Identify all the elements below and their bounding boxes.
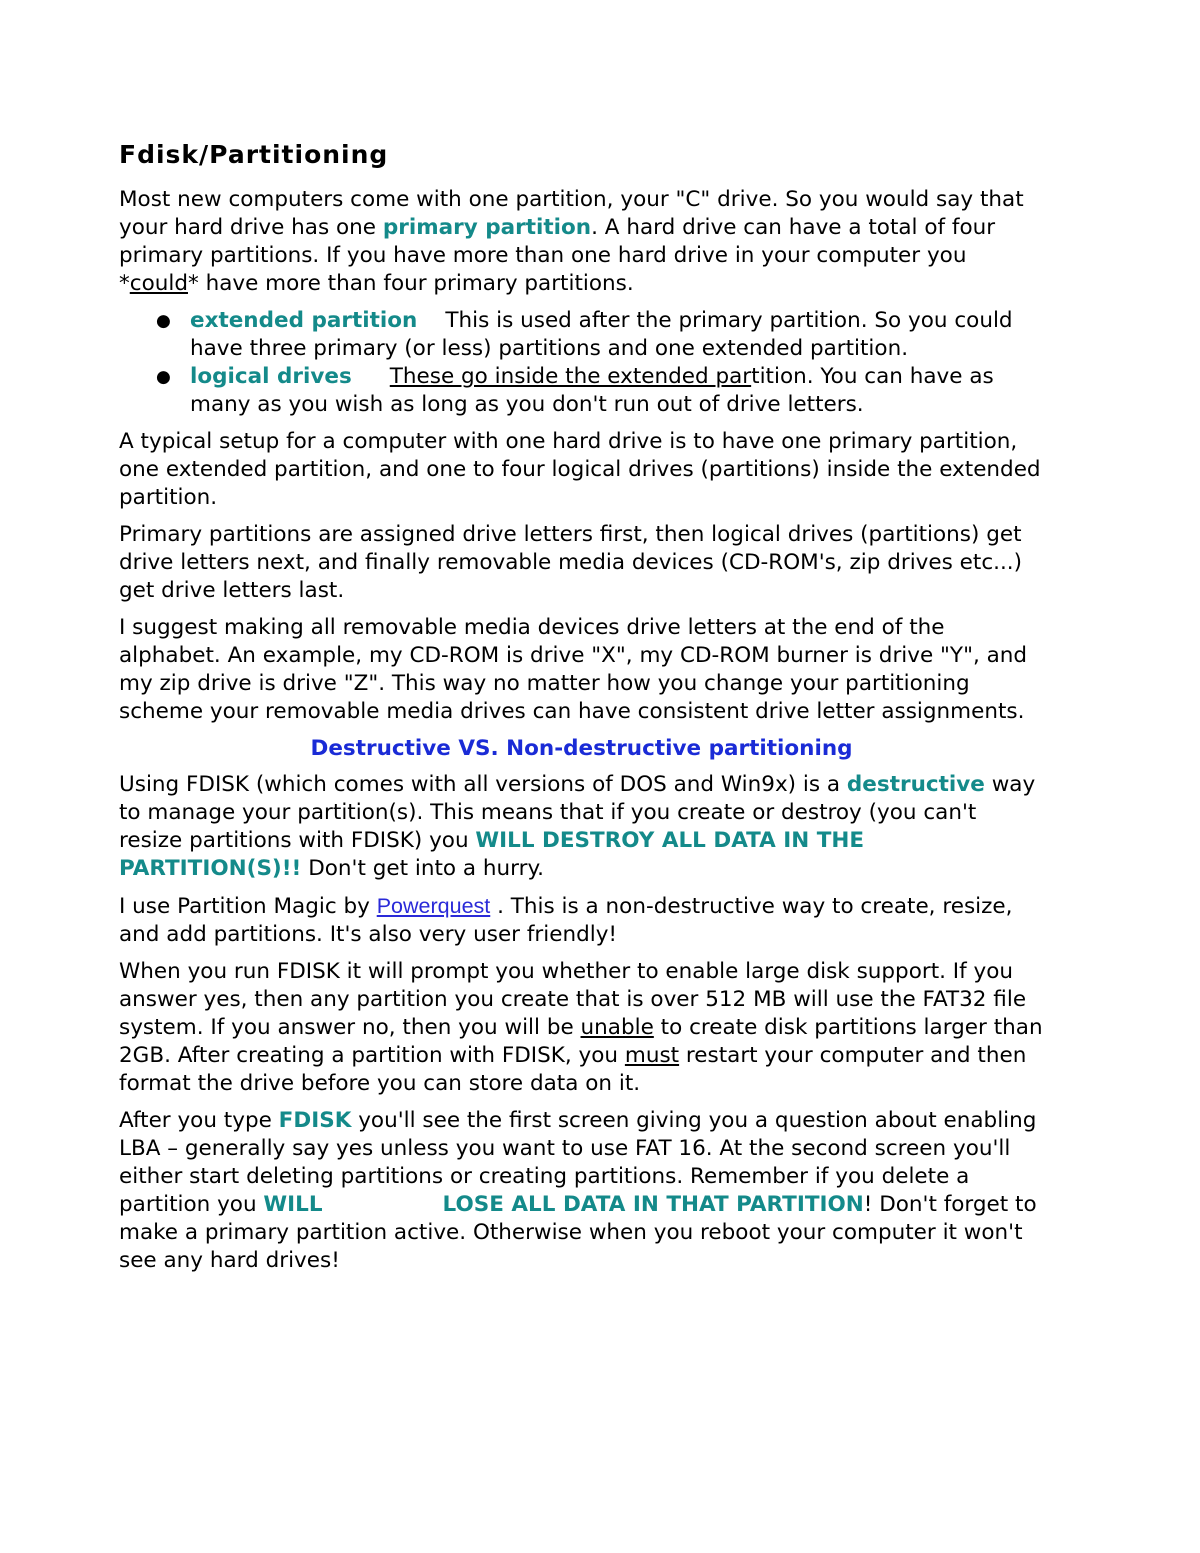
- destroy-warning: WILL DESTROY ALL DATA IN THE PARTITION(S)!!: [119, 828, 865, 881]
- drive-letters-paragraph: Primary partitions are assigned drive letters first, then logical drives (partitions) get drive letters next, and finally removable media devices (CD-ROM's, zip drives etc...) get drive letters last.: [119, 522, 1023, 603]
- extended-partition-term: extended partition: [190, 308, 418, 333]
- logical-drives-term: logical drives: [190, 364, 352, 389]
- logical-drives-text: tition. You can have as many as you wish as long as you don't run out of drive letters.: [190, 364, 994, 417]
- pm-text-2: . This is a non-destructive way to create, resize, and add partitions. It's also very user friendly!: [119, 894, 1013, 947]
- section-heading: Destructive VS. Non-destructive partitioning: [310, 736, 853, 761]
- after-text-1: After you type: [119, 1108, 279, 1133]
- fdisk-text-2: way to manage your partition(s). This means that if you create or destroy (you can't resize partitions with FDISK) you: [119, 772, 1036, 853]
- must-emphasis: must: [624, 1043, 680, 1068]
- primary-partition-term: primary partition: [382, 215, 592, 240]
- intro-text-2: . A hard drive can have a total of four primary partitions. If you have more than one hard drive in your computer you *: [119, 215, 996, 296]
- list-item: [119, 307, 1044, 363]
- fdisk-paragraph: [119, 771, 1044, 883]
- bullet-icon: ●: [156, 311, 171, 331]
- fdisk-text-1: Using FDISK (which comes with all versions of DOS and Win9x) is a: [119, 772, 847, 797]
- large-disk-text-2: to create disk partitions larger than 2GB. After creating a partition with FDISK, you: [119, 1015, 1043, 1068]
- large-disk-text-3: restart your computer and then format the drive before you can store data on it.: [119, 1043, 1027, 1096]
- partition-types-list: [119, 307, 1044, 419]
- unable-emphasis: unable: [580, 1015, 654, 1040]
- document-page: [119, 138, 1044, 1284]
- after-text-2: you'll see the first screen giving you a question about enabling LBA – generally say yes unless you want to use FAT 16. At the second screen you'll either start deleting partitions or creating partitions. Remember if you delete a partition you: [119, 1108, 1037, 1217]
- extended-partition-text: This is used after the primary partition. So you could have three primary (or less) partitions and one extended partition.: [190, 308, 1013, 361]
- partition-magic-paragraph: [119, 892, 1044, 949]
- large-disk-text-1: When you run FDISK it will prompt you whether to enable large disk support. If you answer yes, then any partition you create that is over 512 MB will use the FAT32 file system. If you answer no, then you will be: [119, 959, 1027, 1040]
- typical-setup-paragraph: A typical setup for a computer with one hard drive is to have one primary partition, one extended partition, and one to four logical drives (partitions) inside the extended partition.: [119, 429, 1041, 510]
- large-disk-paragraph: [119, 958, 1044, 1098]
- could-emphasis: could: [129, 271, 188, 296]
- logical-drives-underlined: These go inside the extended par: [389, 364, 752, 389]
- list-item: [119, 363, 1044, 419]
- destructive-term: destructive: [846, 772, 985, 797]
- page-title: Fdisk/Partitioning: [119, 140, 389, 169]
- suggestion-paragraph: I suggest making all removable media devices drive letters at the end of the alphabet. An example, my CD-ROM is drive "X", my CD-ROM burner is drive "Y", and my zip drive is drive "Z". This way no matter how you change your partitioning scheme your removable media drives can have consistent drive letter assignments.: [119, 615, 1028, 724]
- after-text-3: ! Don't forget to make a primary partition active. Otherwise when you reboot your computer it won't see any hard drives!: [119, 1192, 1037, 1273]
- fdisk-text-3: Don't get into a hurry.: [301, 856, 544, 881]
- intro-text-3: * have more than four primary partitions.: [187, 271, 634, 296]
- intro-paragraph: [119, 186, 1044, 298]
- lose-data-warning: LOSE ALL DATA IN THAT PARTITION: [442, 1192, 864, 1217]
- intro-text-1: Most new computers come with one partition, your "C" drive. So you would say that your hard drive has one: [119, 187, 1024, 240]
- bullet-icon: ●: [156, 367, 171, 387]
- fdisk-term: FDISK: [278, 1108, 352, 1133]
- powerquest-link[interactable]: Powerquest: [376, 894, 491, 918]
- will-warning: WILL: [263, 1192, 323, 1217]
- pm-text-1: I use Partition Magic by: [119, 894, 377, 919]
- after-fdisk-paragraph: [119, 1107, 1044, 1275]
